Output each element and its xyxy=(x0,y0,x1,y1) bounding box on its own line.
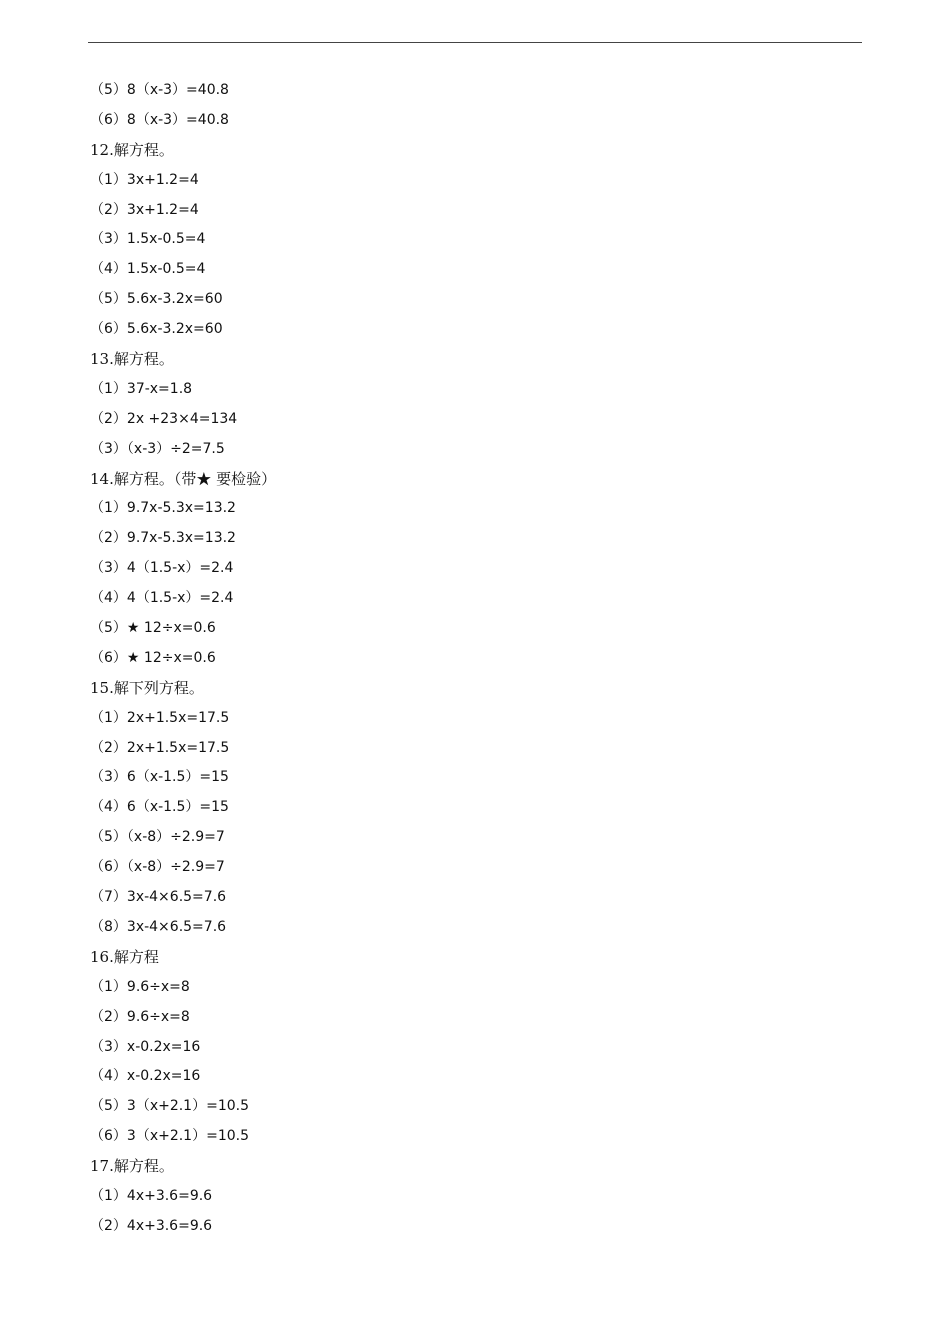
equation-item: （4）x-0.2x=16 xyxy=(90,1068,201,1085)
equation-item: （1）9.6÷x=8 xyxy=(90,978,190,995)
equation-item: （8）3x-4×6.5=7.6 xyxy=(90,918,227,935)
equation-item: （6）（x-8）÷2.9=7 xyxy=(90,859,225,876)
equation-item: （3）（x-3）÷2=7.5 xyxy=(90,440,225,457)
worksheet-body xyxy=(90,76,860,1242)
equation-item: （5）5.6x-3.2x=60 xyxy=(90,291,223,308)
equation-item: （3）4（1.5-x）=2.4 xyxy=(90,560,234,577)
equation-item: （2）4x+3.6=9.6 xyxy=(90,1217,213,1234)
equation-item: （2）3x+1.2=4 xyxy=(90,201,199,218)
equation-item: （7）3x-4×6.5=7.6 xyxy=(90,889,227,906)
equation-item: （6）8（x-3）=40.8 xyxy=(90,111,229,128)
equation-item: （4）6（x-1.5）=15 xyxy=(90,799,229,816)
equation-item: （1）3x+1.2=4 xyxy=(90,171,199,188)
equation-item: （5）★ 12÷x=0.6 xyxy=(90,620,216,637)
question-heading: 14.解方程。（带★ 要检验） xyxy=(90,469,277,488)
equation-item: （4）4（1.5-x）=2.4 xyxy=(90,590,234,607)
equation-item: （3）1.5x-0.5=4 xyxy=(90,231,206,248)
equation-item: （4）1.5x-0.5=4 xyxy=(90,261,206,278)
equation-item: （3）6（x-1.5）=15 xyxy=(90,769,229,786)
equation-item: （6）3（x+2.1）=10.5 xyxy=(90,1128,249,1145)
equation-item: （1）37-x=1.8 xyxy=(90,380,193,397)
question-heading: 15.解下列方程。 xyxy=(90,678,204,697)
equation-item: （5）8（x-3）=40.8 xyxy=(90,82,229,98)
question-heading: 13.解方程。 xyxy=(90,350,174,369)
equation-item: （6）5.6x-3.2x=60 xyxy=(90,321,223,338)
question-heading: 17.解方程。 xyxy=(90,1157,174,1176)
equation-item: （6）★ 12÷x=0.6 xyxy=(90,649,216,666)
equation-item: （1）4x+3.6=9.6 xyxy=(90,1187,213,1204)
equation-item: （2）9.6÷x=8 xyxy=(90,1008,190,1025)
equation-item: （5）（x-8）÷2.9=7 xyxy=(90,829,225,846)
question-heading: 16.解方程 xyxy=(90,947,159,966)
equation-item: （2）2x +23×4=134 xyxy=(90,410,238,427)
equation-item: （1）9.7x-5.3x=13.2 xyxy=(90,500,236,517)
question-heading: 12.解方程。 xyxy=(90,140,174,159)
equation-item: （3）x-0.2x=16 xyxy=(90,1038,201,1055)
equation-item: （5）3（x+2.1）=10.5 xyxy=(90,1098,249,1115)
equation-item: （2）2x+1.5x=17.5 xyxy=(90,739,230,756)
equation-item: （1）2x+1.5x=17.5 xyxy=(90,709,230,726)
header-rule xyxy=(88,42,862,43)
equation-item: （2）9.7x-5.3x=13.2 xyxy=(90,530,236,547)
